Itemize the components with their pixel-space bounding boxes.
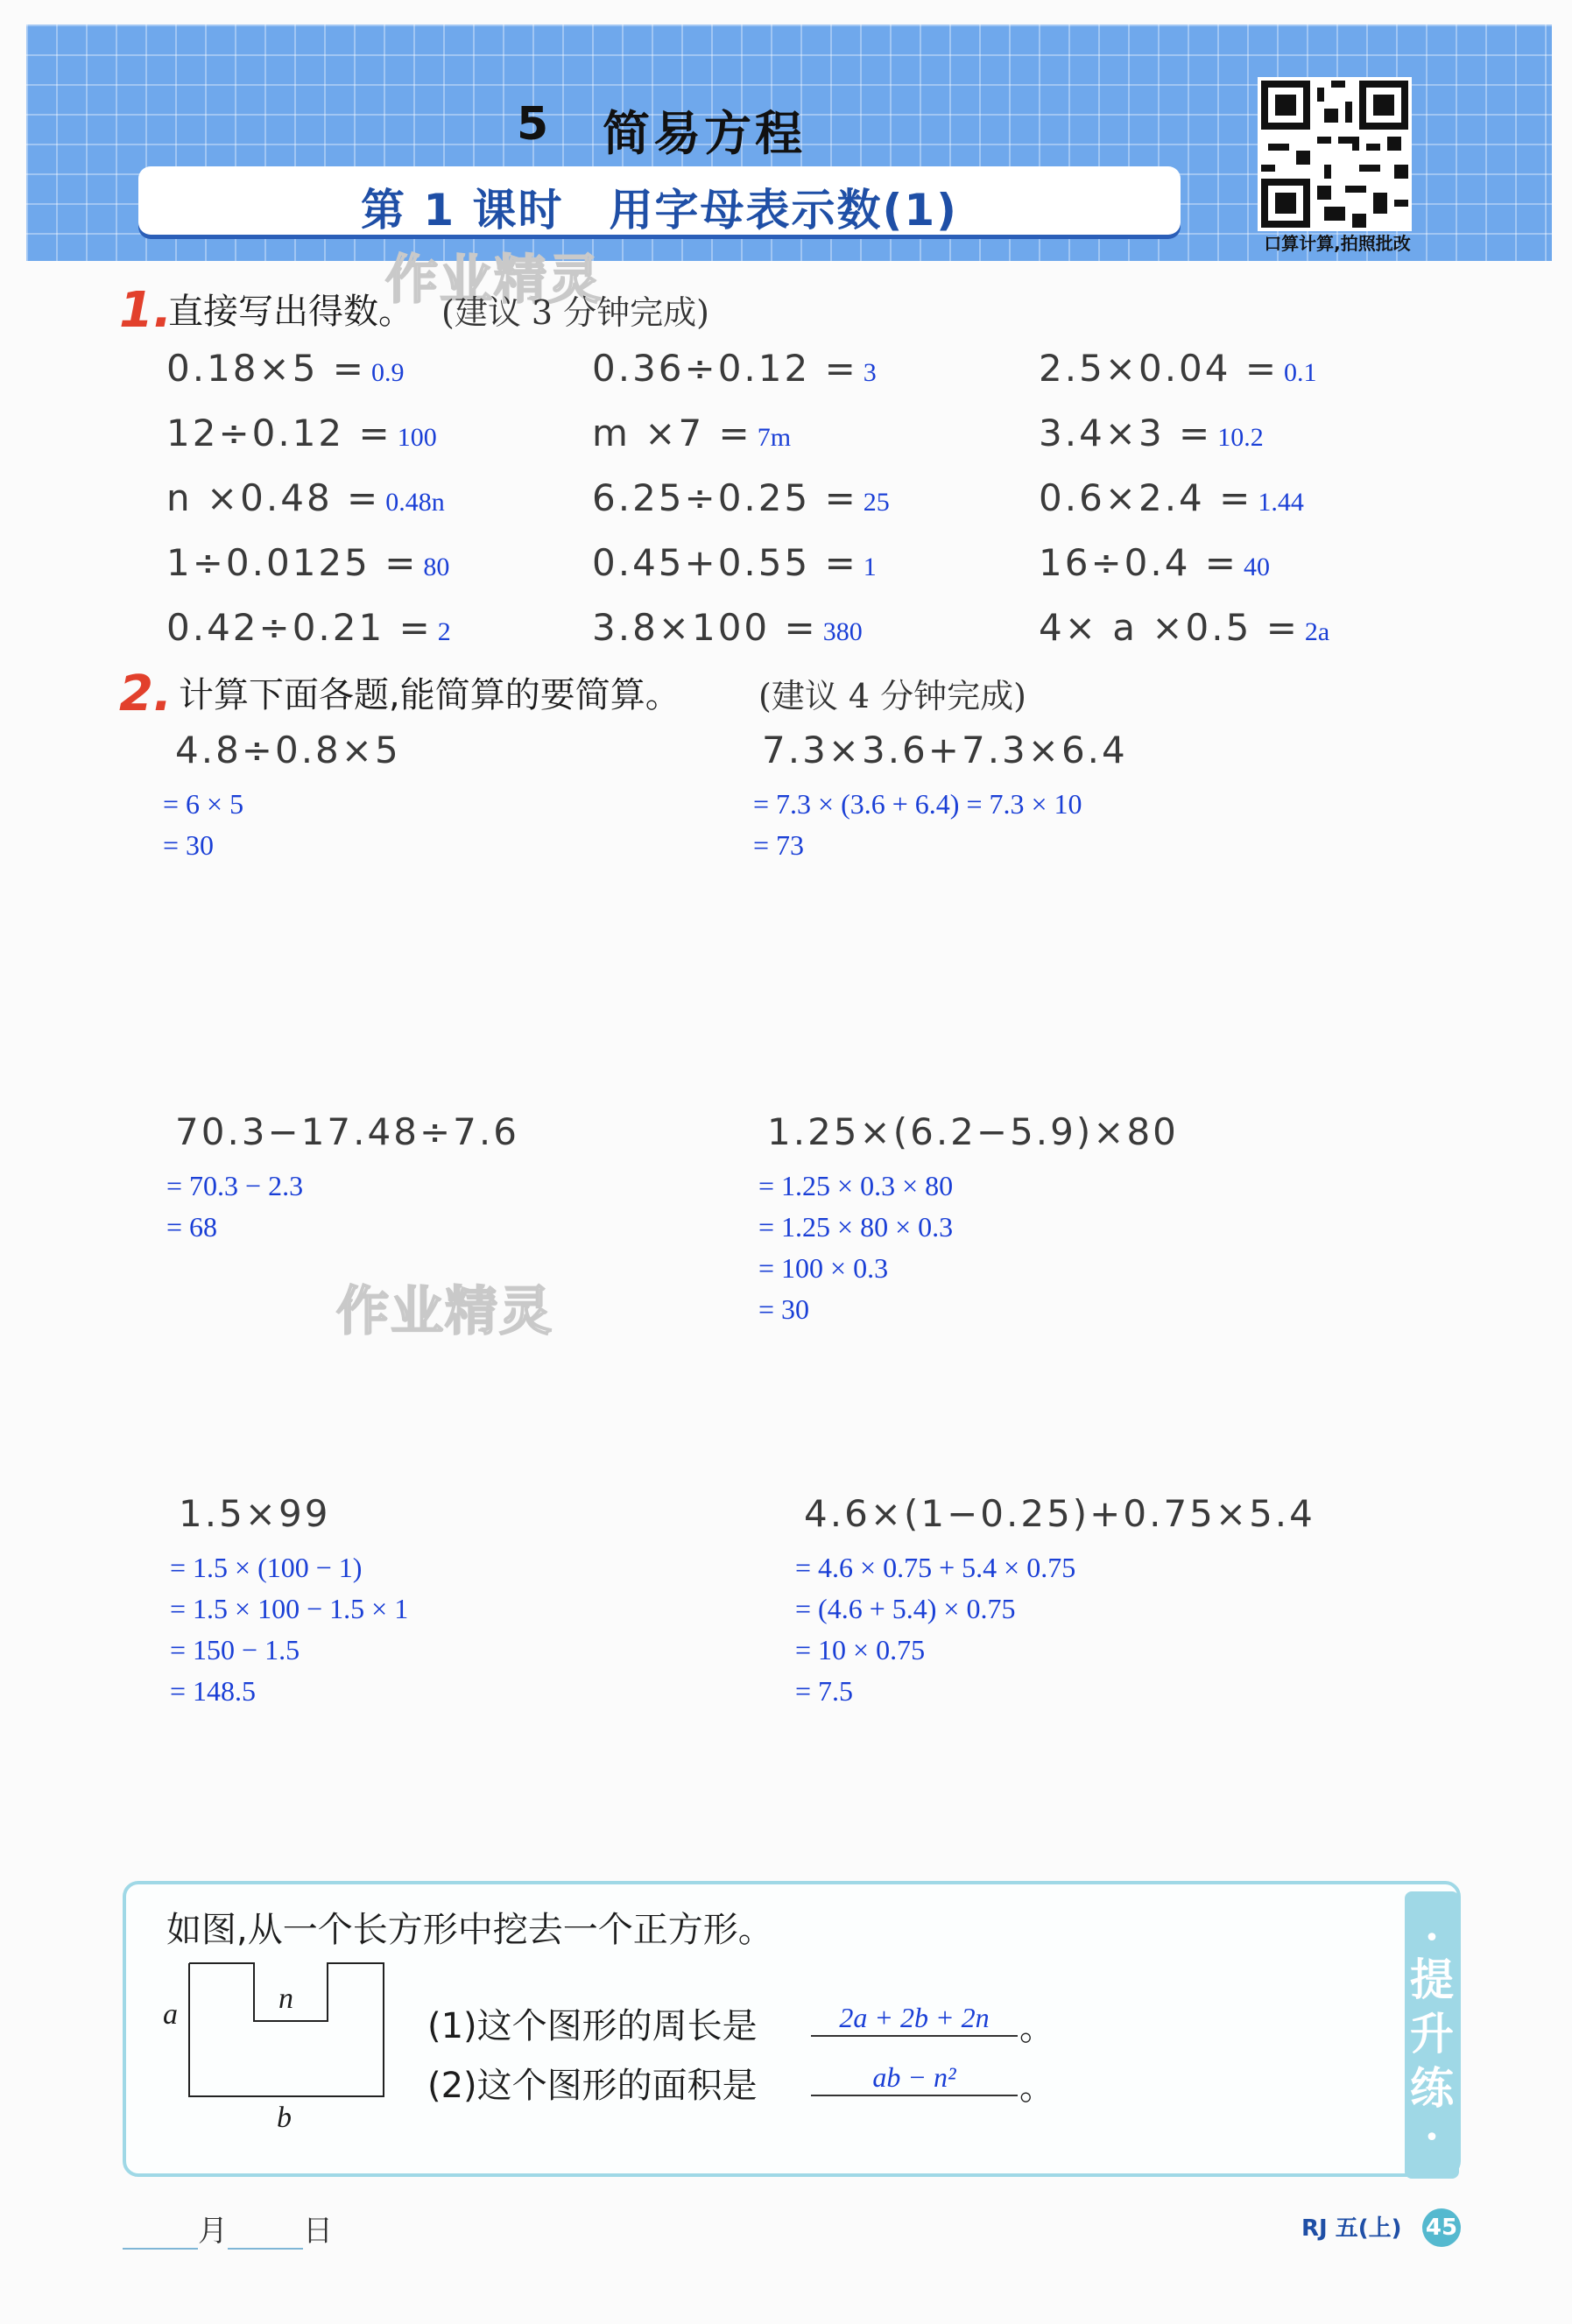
day-blank[interactable]	[228, 2222, 303, 2250]
practice-tab-char: 练	[1410, 2063, 1454, 2114]
q1-item	[1039, 347, 1317, 390]
q1-item	[592, 412, 791, 454]
practice-q1-end: 。	[1019, 2008, 1054, 2048]
q2-solution-step: = 1.25 × 80 × 0.3	[758, 1211, 954, 1243]
q2-solution-step: = 100 × 0.3	[758, 1252, 889, 1284]
q1-expression: 2.5×0.04 =	[1039, 347, 1279, 390]
q2-solution-step: = 7.5	[795, 1675, 854, 1707]
q1-expression: 0.45+0.55 =	[592, 541, 858, 584]
q2-solution-step: = (4.6 + 5.4) × 0.75	[795, 1593, 1016, 1624]
q1-answer: 2	[437, 617, 451, 646]
q1-expression: 0.6×2.4 =	[1039, 476, 1253, 519]
q1-item	[1039, 541, 1270, 584]
watermark: 作业精灵	[336, 1281, 553, 1342]
practice-intro: 如图,从一个长方形中挖去一个正方形。	[166, 1910, 773, 1950]
q2-solution-step: = 10 × 0.75	[795, 1634, 926, 1666]
q1-answer: 380	[822, 617, 863, 646]
q1-answer: 1	[863, 553, 877, 581]
q2-solution-step: = 1.25 × 0.3 × 80	[758, 1170, 954, 1201]
qr-code-icon[interactable]	[1258, 77, 1412, 231]
question-1-title: 直接写出得数。	[168, 292, 413, 332]
q1-item	[166, 541, 449, 584]
page-number: 45	[1422, 2208, 1461, 2247]
practice-tab-char: 升	[1410, 2009, 1454, 2060]
practice-q1-answer: 2a + 2b + 2n	[839, 2002, 990, 2033]
watermark: 作业精灵	[385, 250, 603, 311]
month-label: 月	[198, 2214, 228, 2249]
q1-item	[1039, 412, 1264, 454]
q2-solution-step: = 1.5 × (100 − 1)	[170, 1552, 363, 1583]
q2-expression: 4.8÷0.8×5	[175, 729, 401, 771]
practice-q2-answer: ab − n²	[872, 2061, 956, 2093]
q2-expression: 4.6×(1−0.25)+0.75×5.4	[804, 1492, 1315, 1535]
q2-solution-step: = 70.3 − 2.3	[166, 1170, 304, 1201]
q1-expression: 0.42÷0.21 =	[166, 606, 433, 649]
q1-answer: 1.44	[1258, 488, 1304, 517]
q2-solution-step: = 73	[753, 829, 805, 861]
q1-answer: 7m	[757, 423, 792, 452]
q2-solution-step: = 6 × 5	[163, 788, 244, 820]
q2-solution-step: = 68	[166, 1211, 218, 1243]
q1-item	[1039, 476, 1304, 519]
q2-solution-step: = 148.5	[170, 1675, 257, 1707]
q1-expression: 0.18×5 =	[166, 347, 366, 390]
practice-tab-label	[1405, 1953, 1459, 2116]
q1-expression: 12÷0.12 =	[166, 412, 392, 454]
figure-label-n: n	[278, 1982, 293, 2015]
q1-expression: n ×0.48 =	[166, 476, 381, 519]
q2-solution-step: = 4.6 × 0.75 + 5.4 × 0.75	[795, 1552, 1076, 1583]
q1-item	[592, 541, 877, 584]
q1-expression: 1÷0.0125 =	[166, 541, 419, 584]
q2-solution-step: = 30	[758, 1293, 810, 1325]
q1-answer: 0.9	[370, 358, 405, 387]
figure-label-a: a	[163, 1998, 178, 2031]
month-blank[interactable]	[123, 2222, 198, 2250]
q1-item	[592, 347, 877, 390]
unit-number: 5	[517, 98, 549, 151]
q1-answer: 40	[1243, 553, 1270, 581]
q1-answer: 100	[397, 423, 437, 452]
q1-item	[166, 412, 437, 454]
q1-item	[166, 347, 404, 390]
q1-answer: 0.1	[1284, 358, 1317, 387]
lesson-title: 第 1 课时 用字母表示数(1)	[360, 185, 959, 236]
q1-expression: 4× a ×0.5 =	[1039, 606, 1300, 649]
q2-expression: 1.5×99	[179, 1492, 331, 1535]
q1-item	[592, 476, 890, 519]
q1-item	[592, 606, 863, 649]
day-label: 日	[303, 2214, 333, 2249]
unit-title: 简易方程	[603, 106, 806, 161]
q1-expression: 0.36÷0.12 =	[592, 347, 858, 390]
q1-item	[1039, 606, 1329, 649]
question-1-number: 1.	[119, 282, 173, 339]
question-2-number: 2.	[119, 666, 173, 722]
q2-expression: 7.3×3.6+7.3×6.4	[762, 729, 1128, 771]
q1-answer: 10.2	[1217, 423, 1264, 452]
tab-dot-icon: •	[1424, 2123, 1440, 2153]
q1-expression: 6.25÷0.25 =	[592, 476, 858, 519]
q2-expression: 70.3−17.48÷7.6	[175, 1110, 519, 1153]
q2-solution-step: = 150 − 1.5	[170, 1634, 300, 1666]
q1-answer: 0.48n	[385, 488, 445, 517]
q1-answer: 2a	[1304, 617, 1330, 646]
q1-expression: m ×7 =	[592, 412, 752, 454]
q2-solution-step: = 1.5 × 100 − 1.5 × 1	[170, 1593, 409, 1624]
q1-answer: 25	[863, 488, 890, 517]
practice-q2-end: 。	[1019, 2067, 1054, 2108]
practice-tab-char: 提	[1410, 1954, 1454, 2005]
q1-item	[166, 606, 451, 649]
practice-q1-text: (1)这个图形的周长是	[427, 2006, 758, 2046]
q1-answer: 3	[863, 358, 877, 387]
figure-label-b: b	[277, 2102, 292, 2134]
question-2-title: 计算下面各题,能简算的要简算。	[179, 675, 680, 715]
tab-dot-icon: •	[1424, 1923, 1440, 1954]
edition-badge: RJ 五(上)	[1301, 2215, 1402, 2242]
qr-caption: 口算计算,拍照批改	[1264, 233, 1411, 254]
q1-expression: 3.8×100 =	[592, 606, 818, 649]
date-field	[123, 2207, 333, 2250]
q2-expression: 1.25×(6.2−5.9)×80	[767, 1110, 1179, 1153]
q1-answer: 80	[423, 553, 450, 581]
practice-q2-text: (2)这个图形的面积是	[427, 2066, 758, 2106]
q1-expression: 16÷0.4 =	[1039, 541, 1238, 584]
q2-solution-step: = 7.3 × (3.6 + 6.4) = 7.3 × 10	[753, 788, 1082, 820]
q2-solution-step: = 30	[163, 829, 215, 861]
question-1-hint: (建议 3 分钟完成)	[441, 293, 709, 332]
question-2-hint: (建议 4 分钟完成)	[758, 677, 1026, 715]
q1-expression: 3.4×3 =	[1039, 412, 1213, 454]
q1-item	[166, 476, 445, 519]
